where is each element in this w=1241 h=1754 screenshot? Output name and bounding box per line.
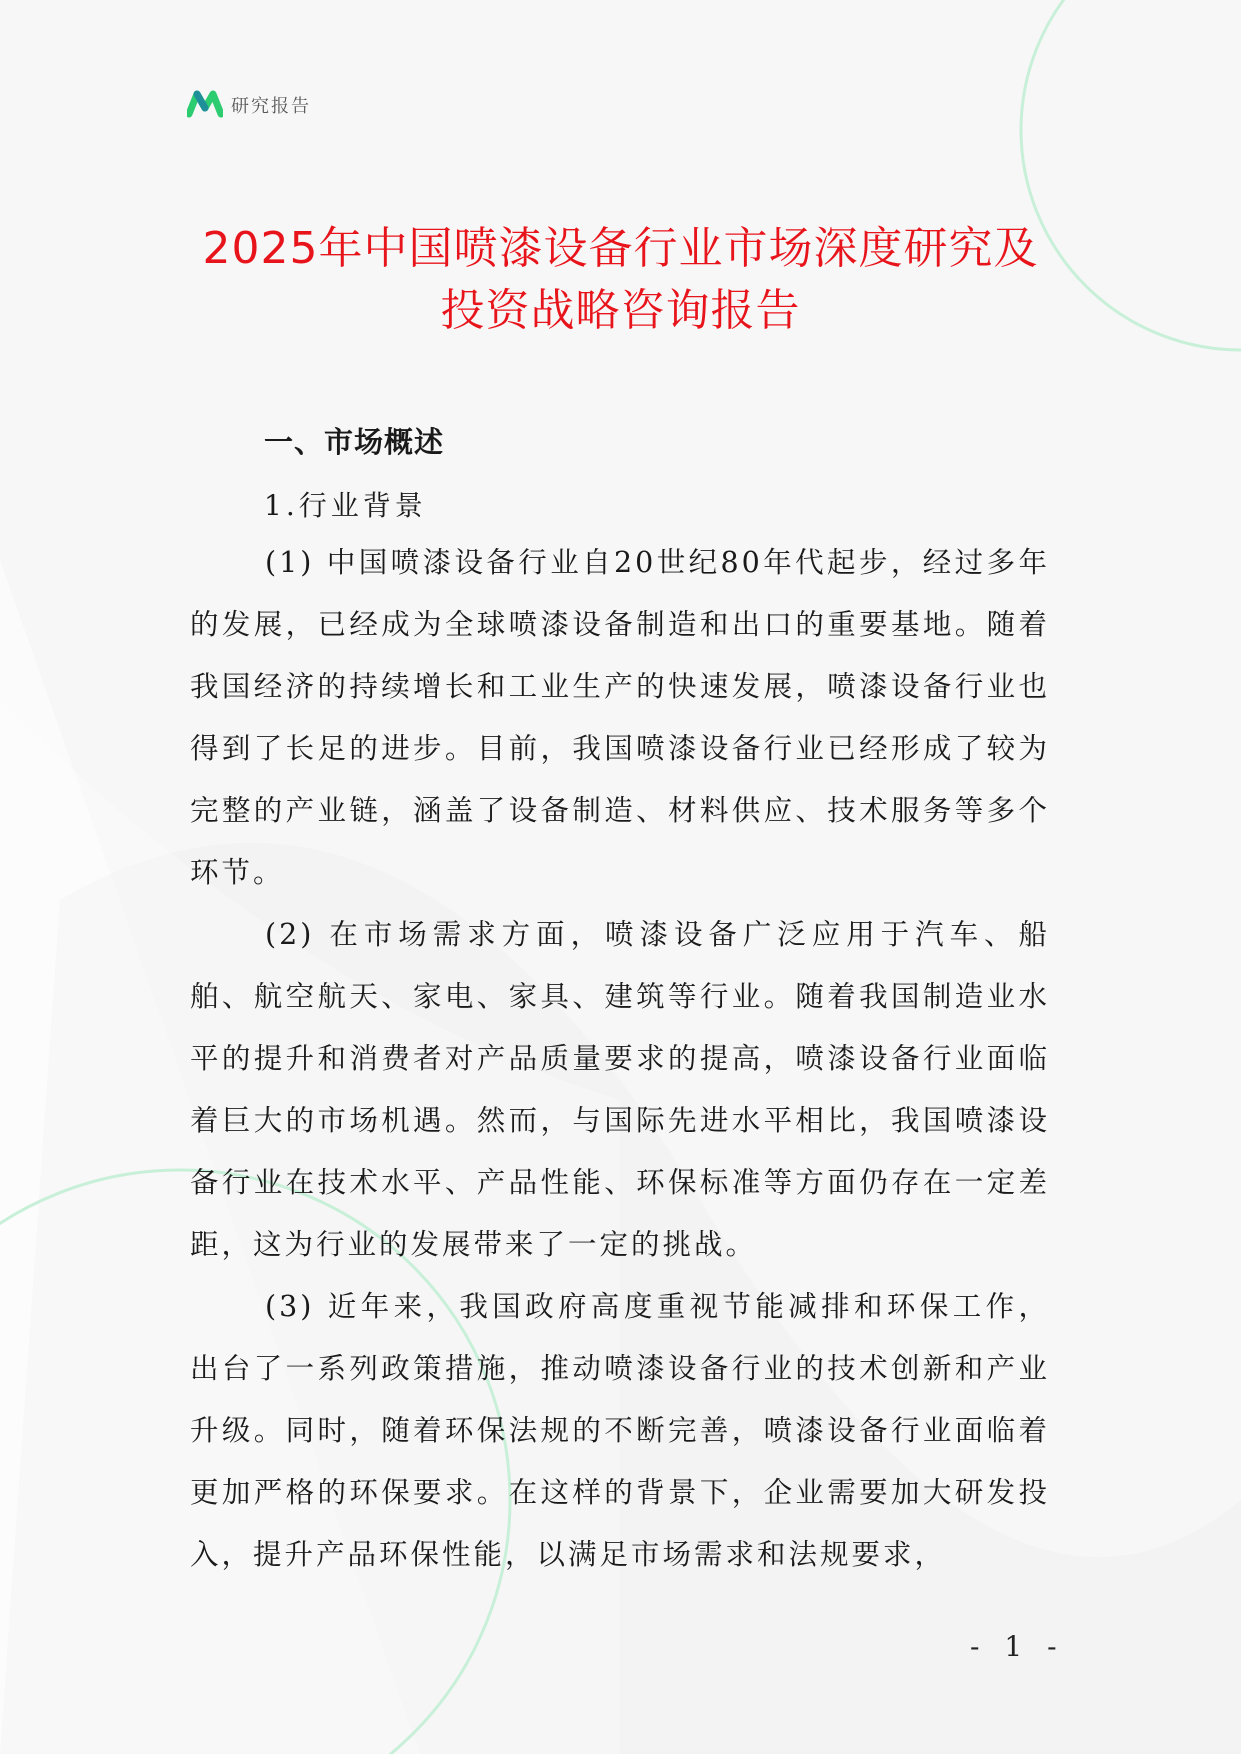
logo-text: 研究报告 bbox=[231, 96, 311, 117]
paragraph-2: (2) 在市场需求方面，喷漆设备广泛应用于汽车、船舶、航空航天、家电、家具、建筑等行业。随着我国制造业水平的提升和消费者对产品质量要求的提高，喷漆设备行业面临着巨大的市场机遇。然而，与国际先进水平相比，我国喷漆设备行业在技术水平、产品性能、环保标准等方面仍存在一定差距，这为行业的发展带来了一定的挑战。 bbox=[190, 918, 1050, 1261]
section-heading: 一、市场概述 bbox=[264, 425, 445, 459]
title-line-2: 投资战略咨询报告 bbox=[440, 285, 801, 336]
body-text bbox=[190, 532, 1050, 1586]
page-number: - 1 - bbox=[970, 1630, 1065, 1663]
title-line-1: 2025年中国喷漆设备行业市场深度研究及 bbox=[202, 223, 1039, 274]
document-title bbox=[150, 218, 1091, 342]
subsection-heading: 1.行业背景 bbox=[264, 489, 427, 522]
paragraph-1: (1) 中国喷漆设备行业自20世纪80年代起步，经过多年的发展，已经成为全球喷漆设备制造和出口的重要基地。随着我国经济的持续增长和工业生产的快速发展，喷漆设备行业也得到了长足的进步。目前，我国喷漆设备行业已经形成了较为完整的产业链，涵盖了设备制造、材料供应、技术服务等多个环节。 bbox=[190, 546, 1050, 889]
paragraph-3: (3) 近年来，我国政府高度重视节能减排和环保工作，出台了一系列政策措施，推动喷漆设备行业的技术创新和产业升级。同时，随着环保法规的不断完善，喷漆设备行业面临着更加严格的环保要求。在这样的背景下，企业需要加大研发投入，提升产品环保性能，以满足市场需求和法规要求， bbox=[190, 1290, 1050, 1571]
brand-logo bbox=[187, 88, 311, 122]
logo-icon bbox=[187, 88, 223, 122]
